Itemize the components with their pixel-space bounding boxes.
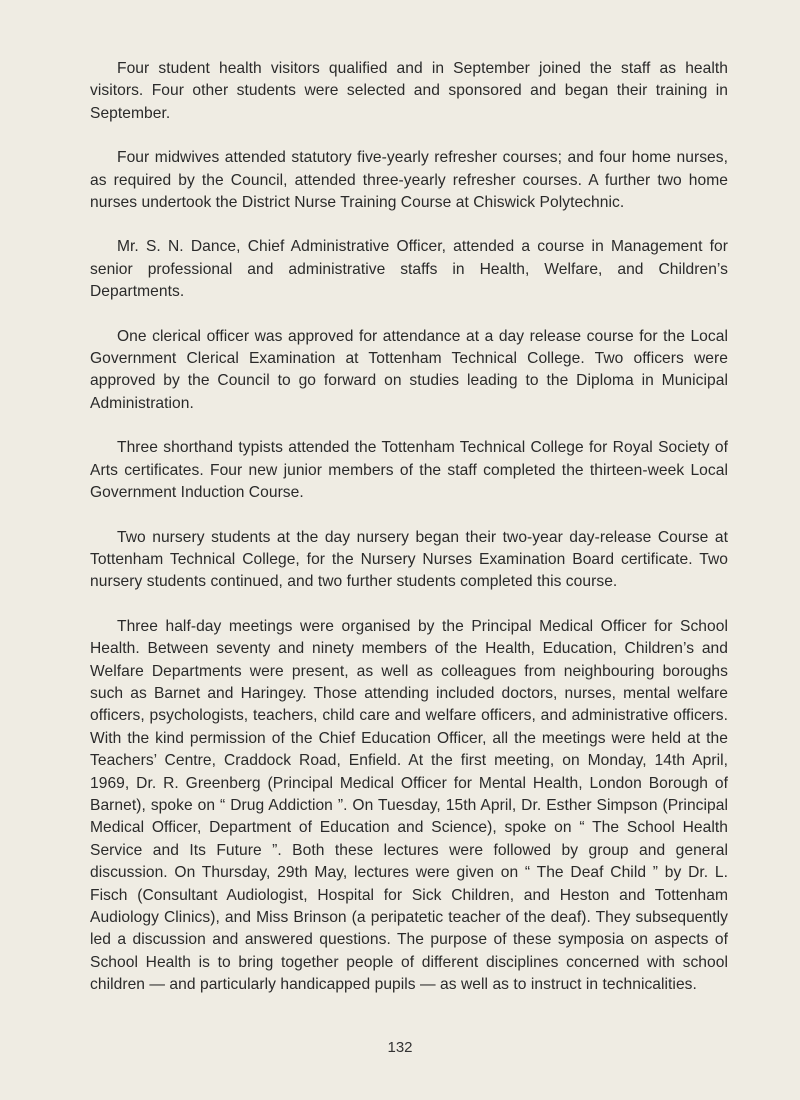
paragraph-clerical-officers: One clerical officer was approved for attendance at a day release course for the Local Government Clerical Examination at Tottenham Technical College. Two officers were approved by the Council to go forward on studies leading to the Diploma in Municipal Administration. — [90, 327, 728, 412]
document-body — [90, 58, 728, 1019]
paragraph-midwives-nurses: Four midwives attended statutory five-yearly refresher courses; and four home nurses, as required by the Council, attended three-yearly refresher courses. A further two home nurses undertook the District Nurse Training Course at Chiswick Polytechnic. — [90, 149, 728, 212]
paragraph-nursery-students: Two nursery students at the day nursery began their two-year day-release Course at Tottenham Technical College, for the Nursery Nurses Examination Board certificate. Two nursery students continued, and two further students completed this course. — [90, 528, 728, 591]
paragraph-shorthand-typists: Three shorthand typists attended the Tottenham Technical College for Royal Society of Arts certificates. Four new junior members of the staff completed the thirteen-week Local Government Induction Course. — [90, 439, 728, 502]
paragraph-health-visitors: Four student health visitors qualified and in September joined the staff as health visitors. Four other students were selected and sponsored and began their training in September. — [90, 60, 728, 122]
page-number: 132 — [387, 1039, 413, 1056]
paragraph-school-health-meetings: Three half-day meetings were organised by the Principal Medical Officer for School Health. Between seventy and ninety members of the Health, Education, Children’s and Welfare Departments were present, as well as colleagues from neighbouring boroughs such as Barnet and Haringey. Those attending included doctors, nurses, mental welfare officers, psychologists, teachers, child care and welfare officers, and administrative officers. With the kind permission of the Chief Education Officer, all the meetings were held at the Teachers’ Centre, Craddock Road, Enfield. At the first meeting, on Monday, 14th April, 1969, Dr. R. Greenberg (Principal Medical Officer for Mental Health, London Borough of Barnet), spoke on “ Drug Addiction ”. On Tuesday, 15th April, Dr. Esther Simpson (Principal Medical Officer, Department of Education and Science), spoke on “ The School Health Service and Its Future ”. Both these lectures were followed by group and general discussion. On Thursday, 29th May, lectures were given on “ The Deaf Child ” by Dr. L. Fisch (Consultant Audiologist, Hospital for Sick Children, and Heston and Tottenham Audiology Clinics), and Miss Brinson (a peripatetic teacher of the deaf). They subsequently led a discussion and answered questions. The purpose of these symposia on aspects of School Health is to bring together people of different disciplines concerned with school children — and particularly handicapped pupils — as well as to instruct in technicalities. — [90, 617, 728, 994]
paragraph-management-course: Mr. S. N. Dance, Chief Administrative Officer, attended a course in Management for senior professional and administrative staffs in Health, Welfare, and Children’s Departments. — [90, 238, 728, 301]
